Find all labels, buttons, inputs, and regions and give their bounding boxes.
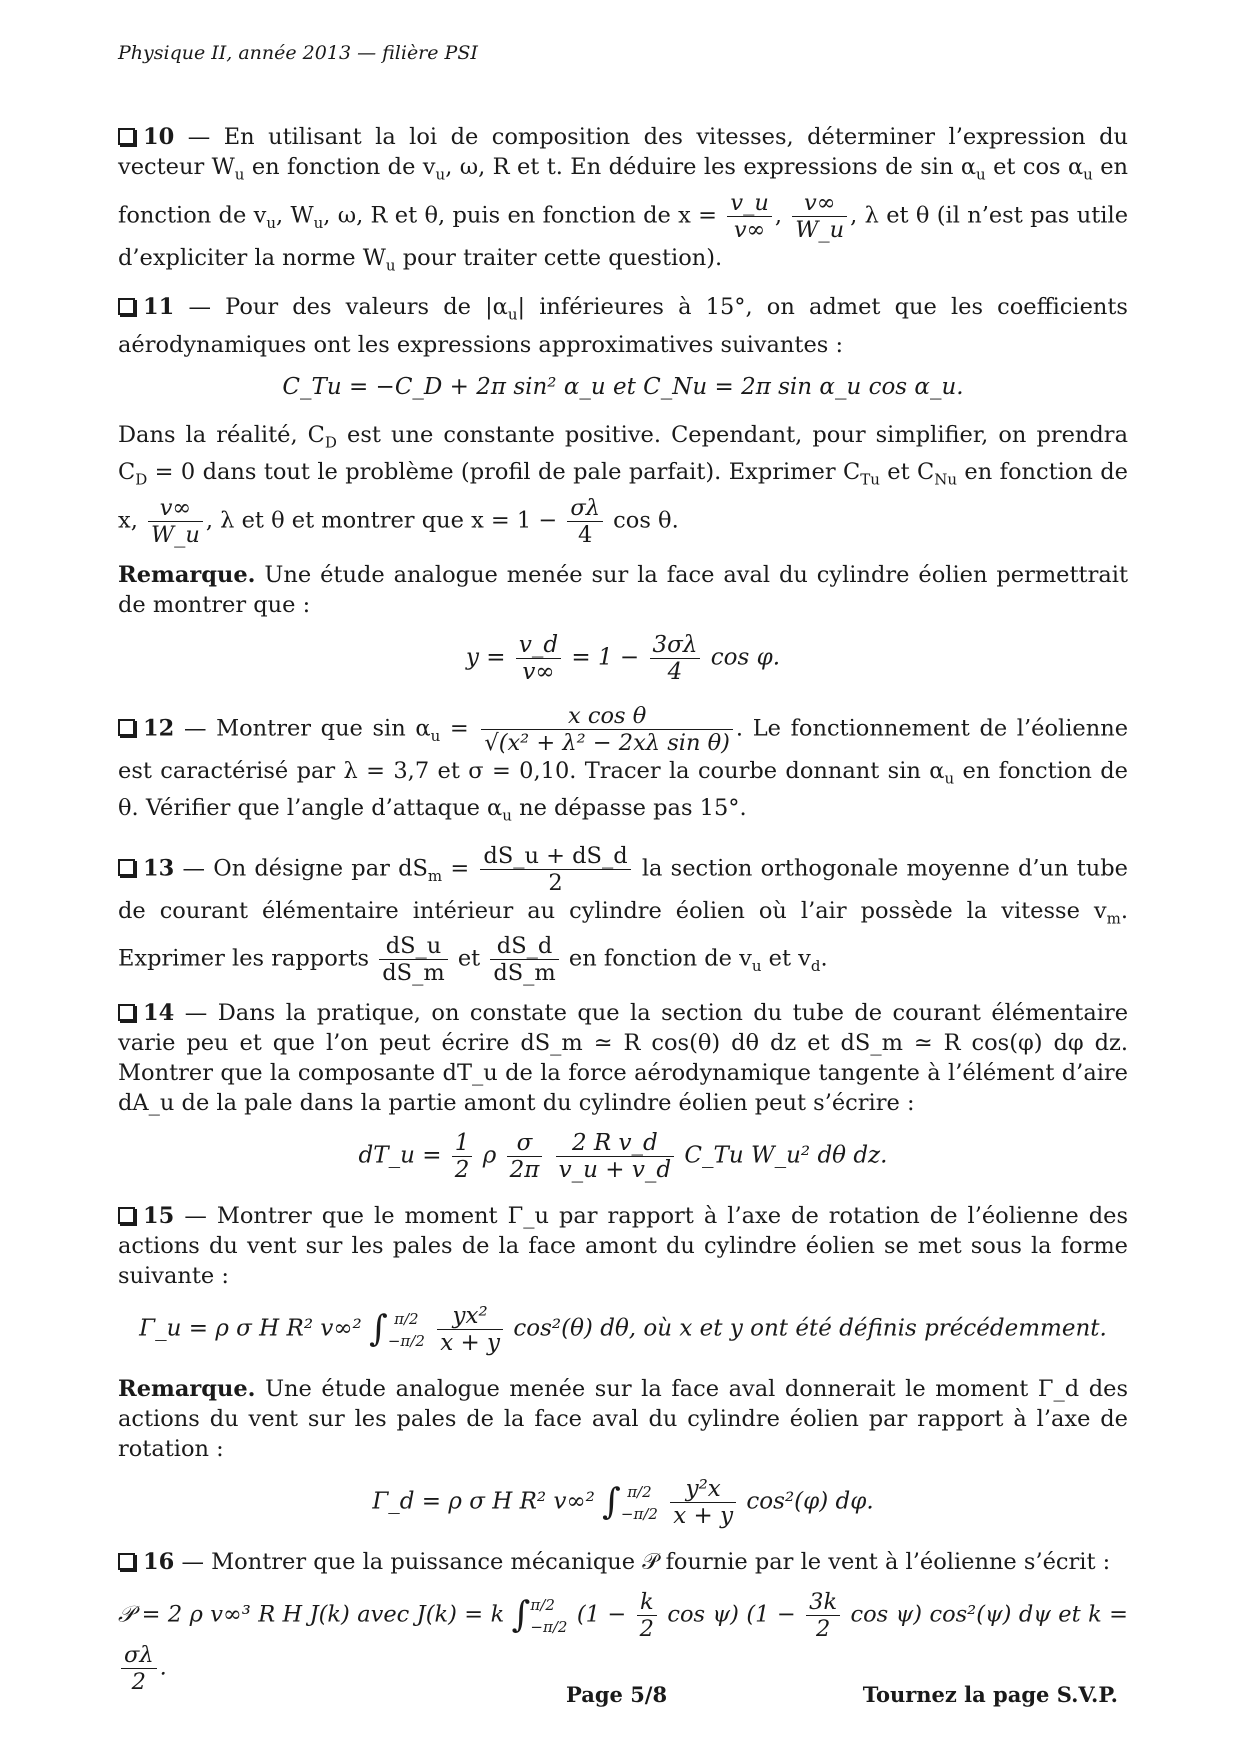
integral-sign-icon: ∫: [369, 1308, 388, 1350]
dash: —: [184, 1000, 208, 1026]
q12-text-4: en fonction de θ. Vérifier que l’angle d’attaque α: [118, 757, 1128, 821]
q11-text-3: Dans la réalité, C: [118, 421, 325, 448]
question-11-continued: Dans la réalité, $C_D$ est une constante positive. Cependant, pour simplifier, on prendra $C_D = 0$ dans tout le problème (profil de pale parfait). Exprimer $C_{Tu}$ et $C_{Nu}$ en fonction de x, $\frac{v\infty}{W\_u}$ , λ et θ et montrer que x = 1 − $\frac{\sigma\lambda}{4}$ cos θ.: [118, 421, 1128, 548]
checkbox-icon: [118, 1207, 135, 1224]
q12-text-1: Montrer que sin α: [216, 715, 431, 741]
q13-text-4: . Exprimer les rapports: [118, 897, 1128, 972]
formula-dtu: dT_u = $\frac{1}{2}$ ρ $\frac{\sigma}{2\pi}$ $\frac{\text{2 R v\_d}}{v\_u + v\_d}$ C_Tu W_u² dθ dz.: [358, 1130, 888, 1183]
dash: —: [187, 124, 211, 150]
q12-text-5: ne dépasse pas 15°.: [511, 795, 747, 821]
integral-sign-icon: ∫: [511, 1594, 531, 1636]
q11-text-9: cos θ.: [613, 507, 679, 533]
remark-label: Remarque.: [118, 1376, 256, 1402]
q13-text-5: et: [457, 945, 481, 972]
remark-text: Une étude analogue menée sur la face aval donnerait le moment Γ_d des actions du vent sur les pales de la face aval du cylindre éolien par rapport à l’axe de rotation :: [118, 1376, 1128, 1462]
remark-2: [118, 1374, 1128, 1464]
question-number: 10: [143, 124, 175, 150]
q10-text-9: pour traiter cette question).: [395, 244, 723, 271]
integral-sign-icon: ∫: [602, 1481, 621, 1523]
question-14: [118, 998, 1128, 1118]
q12-text-3: . Le fonctionnement de l’éolienne est caractérisé par λ = 3,7 et σ = 0,10. Tracer la courbe donnant sin α: [118, 715, 1129, 784]
q12-text-2: =: [440, 715, 469, 741]
dash: —: [181, 1549, 204, 1575]
q10-text-5: en fonction de v: [118, 154, 1129, 228]
dash: —: [188, 294, 211, 320]
question-number: 12: [143, 715, 175, 741]
q11-text-2: | inférieures à 15°, on admet que les coefficients aérodynamiques ont les expressions approximatives suivantes :: [118, 294, 1128, 358]
fraction-vinf-wu: $\frac{v\infty}{W\_u}$: [148, 495, 203, 548]
q13-text-2: =: [442, 855, 470, 881]
formula-power: 𝒫 = 2 ρ v∞³ R H J(k) avec J(k) = k ∫ π/2 −π/2 (1 − $\frac{k}{2}$ cos ψ) (1 − $\frac{3k}{2}$ cos ψ) cos²(ψ) dψ et k = $\frac{\sigma\lambda}{2}$ .: [118, 1589, 1128, 1695]
remark-label: Remarque.: [118, 561, 256, 588]
q10-text-2: en fonction de v: [251, 154, 436, 180]
fraction-sigma-lambda-2: $\frac{\sigma\lambda}{2}$: [121, 1642, 157, 1695]
question-16: [118, 1547, 1128, 1577]
q15-text: Montrer que le moment Γ_u par rapport à l’axe de rotation de l’éolienne des actions du vent sur les pales de la face amont du cylindre éolien se met sous la forme suivante :: [118, 1203, 1129, 1289]
fraction-dsd-dsm: $\frac{dS\_d}{dS\_m}$: [490, 933, 558, 986]
question-number: 15: [143, 1203, 175, 1229]
q10-text-8: , λ et θ (il n’est pas utile d’expliciter la norme W: [118, 202, 1129, 271]
checkbox-icon: [118, 298, 135, 315]
fraction-sigma-2pi: $\frac{\sigma}{2\pi}$: [507, 1130, 543, 1183]
checkbox-icon: [118, 1004, 135, 1021]
formula-y: y = $\frac{v\_d}{v\infty}$ = 1 − $\frac{3\sigma\lambda}{4}$ cos φ.: [465, 631, 781, 685]
page-number: Page 5/8: [566, 1682, 668, 1707]
q11-text-1: Pour des valeurs de |α: [225, 294, 508, 320]
q13-text-7: et v: [761, 945, 811, 972]
fraction-yx2: $\frac{\text{yx²}}{x + y}$: [437, 1303, 503, 1356]
integral-limits: π/2 −π/2: [620, 1482, 658, 1523]
q11-text-4: est une constante positive. Cependant, pour simplifier, on prendra C: [118, 421, 1128, 485]
checkbox-icon: [118, 719, 135, 736]
page-header: Physique II, année 2013 — filière PSI: [118, 42, 478, 64]
question-number: 16: [143, 1549, 175, 1575]
q14-text: Dans la pratique, on constate que la section du tube de courant élémentaire varie peu et que l’on peut écrire dS_m ≃ R cos(θ) dθ dz et dS_m ≃ R cos(φ) dφ dz. Montrer que la composante dT_u de la force aérodynamique tangente à l’élément d’aire dA_u de la pale dans la partie amont du cylindre éolien peut s’écrire :: [118, 1000, 1129, 1116]
fraction-3k-2: $\frac{3k}{2}$: [806, 1589, 840, 1642]
question-11: 11 — Pour des valeurs de $|\alpha_u|$ inférieures à 15°, on admet que les coefficients aérodynamiques ont les expressions approximatives suivantes :: [118, 294, 1128, 358]
q13-text-3: la section orthogonale moyenne d’un tube de courant élémentaire intérieur au cylindre éolien où l’air possède la vitesse v: [118, 855, 1128, 924]
formula-gamma-u: Γ_u = ρ σ H R² v∞² ∫ π/2 −π/2 $\frac{\text{yx²}}{x + y}$ cos²(θ) dθ, où x et y ont été définis précédemment.: [139, 1303, 1107, 1356]
dash: —: [184, 1203, 207, 1229]
fraction-vinf-wu: $\frac{v\infty}{W\_u}$: [792, 190, 847, 243]
q10-text-6: , W: [275, 202, 314, 228]
question-13: 13 — On désigne par $dS_m$ = $\frac{dS\_u + dS\_d}{2}$ la section orthogonale moyenne d’un tube de courant élémentaire intérieur au cylindre éolien où l’air possède la vitesse $v_m$. Exprimer les rapports $\frac{dS\_u}{dS\_m}$ et $\frac{dS\_d}{dS\_m}$ en fonction de $v_u$ et $v_d$.: [118, 842, 1128, 986]
checkbox-icon: [118, 859, 135, 876]
fraction-dsu-dsm: $\frac{dS\_u}{dS\_m}$: [379, 933, 447, 986]
q11-text-8: , λ et θ et montrer que x = 1 −: [205, 507, 558, 533]
question-12: 12 — Montrer que $\sin \alpha_u$ = $\frac{\text{x cos θ}}{\text{√(x² + λ² − 2xλ sin θ)}}$ . Le fonctionnement de l’éolienne est caractérisé par λ = 3,7 et σ = 0,10. Tracer la courbe donnant $\sin \alpha_u$ en fonction de θ. Vérifier que l’angle d’attaque $\alpha_u$ ne dépasse pas 15°.: [118, 702, 1129, 825]
fraction-vd-vinf: $\frac{v\_d}{v\infty}$: [516, 632, 561, 685]
page-content: [118, 122, 1128, 1695]
fraction-vu-vinf: $\frac{v\_u}{v\infty}$: [727, 190, 771, 243]
q16-text: Montrer que la puissance mécanique 𝒫 fournie par le vent à l’éolienne s’écrit :: [211, 1549, 1111, 1575]
question-number: 13: [143, 855, 175, 881]
question-10: 10 — En utilisant la loi de composition des vitesses, déterminer l’expression du vecteur $W_u$ en fonction de $v_u$, ω, R et t. En déduire les expressions de $\sin \alpha_u$ et $\cos \alpha_u$ en fonction de $v_u$, $W_u$, ω, R et θ, puis en fonction de x = $\frac{v\_u}{v\infty}$ , $\frac{v\infty}{W\_u}$ , λ et θ (il n’est pas utile d’expliciter la norme $W_u$ pour traiter cette question).: [118, 124, 1129, 274]
q13-text-6: en fonction de v: [568, 945, 752, 972]
fraction-half: $\frac{1}{2}$: [452, 1130, 473, 1183]
integral-limits: π/2 −π/2: [387, 1309, 425, 1350]
question-15: [118, 1201, 1128, 1291]
q13-text-8: .: [820, 945, 828, 972]
fraction-3sigma-lambda-4: $\frac{3\sigma\lambda}{4}$: [650, 632, 701, 685]
formula-coefficients: C_Tu = −C_D + 2π sin² α_u et C_Nu = 2π sin α_u cos α_u.: [282, 373, 964, 400]
integral-limits: π/2 −π/2: [530, 1595, 568, 1636]
fraction-2rvd: $\frac{\text{2 R v\_d}}{v\_u + v\_d}$: [556, 1130, 674, 1183]
dash: —: [182, 855, 206, 881]
checkbox-icon: [118, 128, 135, 145]
fraction-k-2: $\frac{k}{2}$: [637, 1589, 657, 1642]
q13-text-1: On désigne par dS: [213, 855, 428, 881]
q10-text-1: En utilisant la loi de composition des vitesses, déterminer l’expression du vecteur W: [118, 124, 1128, 180]
fraction-sin-alpha: $\frac{\text{x cos θ}}{\text{√(x² + λ² − 2xλ sin θ)}}$: [481, 703, 733, 756]
q11-text-7: en fonction de x,: [118, 459, 1128, 533]
question-number: 14: [143, 1000, 175, 1026]
q11-text-5: = 0 dans tout le problème (profil de pale parfait). Exprimer C: [147, 459, 861, 485]
remark-1: [118, 560, 1128, 620]
checkbox-icon: [118, 1553, 135, 1570]
fraction-sigma-lambda-4: $\frac{\sigma\lambda}{4}$: [567, 495, 603, 548]
fraction-dsm: $\frac{dS\_u + dS\_d}{2}$: [480, 843, 630, 896]
dash: —: [183, 715, 207, 741]
q10-text-4: et cos α: [985, 154, 1084, 180]
question-number: 11: [143, 294, 175, 320]
q11-text-6: et C: [879, 459, 935, 485]
fraction-y2x: $\frac{\text{y²x}}{x + y}$: [670, 1476, 736, 1529]
formula-gamma-d: Γ_d = ρ σ H R² v∞² ∫ π/2 −π/2 $\frac{\text{y²x}}{x + y}$ cos²(φ) dφ.: [372, 1476, 874, 1529]
q10-text-3: , ω, R et t. En déduire les expressions de sin α: [445, 154, 977, 180]
remark-text: Une étude analogue menée sur la face aval du cylindre éolien permettrait de montrer que :: [118, 561, 1128, 618]
q10-text-7: , ω, R et θ, puis en fonction de x =: [323, 202, 718, 228]
turn-page-note: Tournez la page S.V.P.: [862, 1682, 1118, 1707]
